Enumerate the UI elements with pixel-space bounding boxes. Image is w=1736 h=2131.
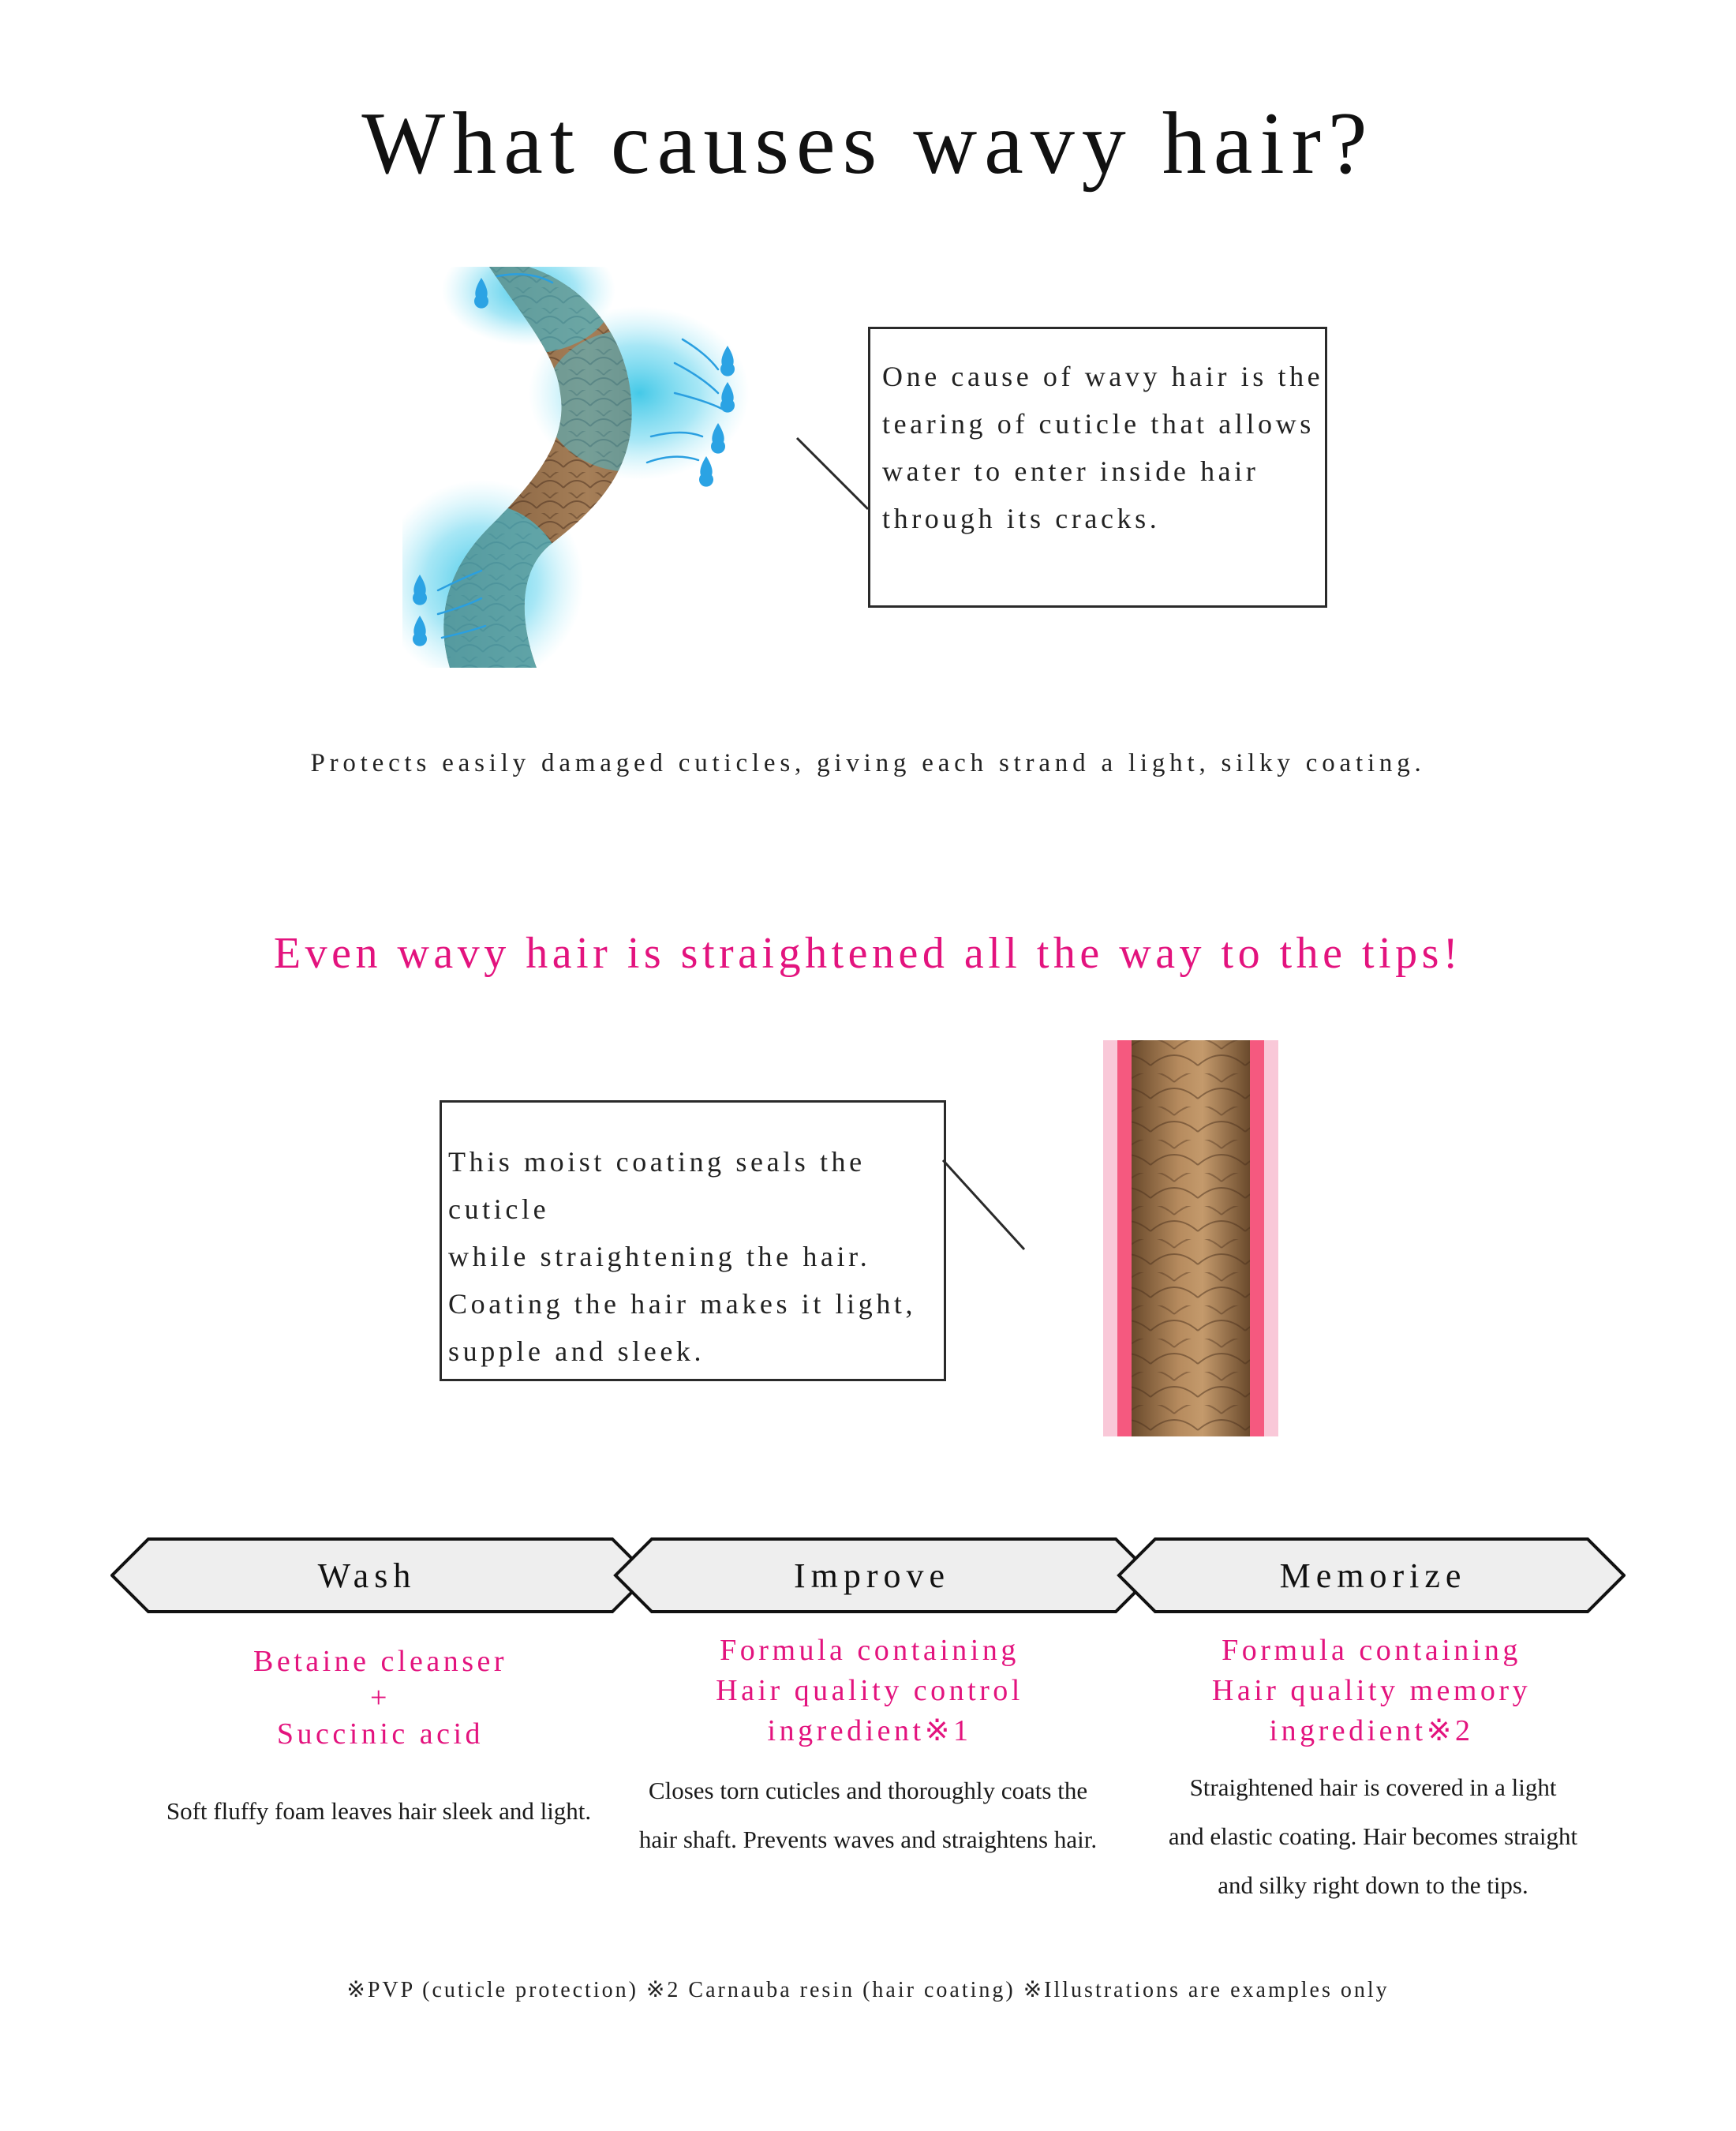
straighten-headline: Even wavy hair is straightened all the way to the tips!: [273, 929, 1463, 978]
step-label-memorize: Memorize: [1279, 1556, 1467, 1595]
protects-caption: Protects easily damaged cuticles, giving each strand a light, silky coating.: [310, 749, 1426, 777]
improve-ingredient: Formula containing Hair quality control ingredient※1: [716, 1634, 1023, 1747]
callout-pointer-line: [793, 434, 872, 513]
cause-callout-box: [868, 327, 1327, 608]
damaged-hair-illustration: [402, 267, 773, 668]
step-label-improve: Improve: [793, 1556, 951, 1595]
memorize-ingredient: Formula containing Hair quality memory ingredient※2: [1211, 1634, 1532, 1747]
wash-ingredient: Betaine cleanser + Succinic acid: [253, 1645, 508, 1751]
wash-description: Soft fluffy foam leaves hair sleek and light.: [166, 1797, 592, 1825]
callout-pointer-line: [939, 1156, 1034, 1255]
footnote: ※PVP (cuticle protection) ※2 Carnauba resin (hair coating) ※Illustrations are examples only: [346, 1978, 1390, 2002]
cause-callout-text: One cause of wavy hair is the tearing of cuticle that allows water to enter inside hair through its cracks.: [882, 361, 1324, 534]
improve-description: Closes torn cuticles and thoroughly coats the hair shaft. Prevents waves and straightens hair.: [638, 1777, 1098, 1853]
memorize-description: Straightened hair is covered in a light and elastic coating. Hair becomes straight and silky right down to the tips.: [1168, 1773, 1578, 1899]
coated-hair-illustration: [1103, 1040, 1278, 1436]
step-label-wash: Wash: [317, 1556, 417, 1595]
page-title: What causes wavy hair?: [361, 95, 1375, 193]
coating-callout-box: [440, 1100, 946, 1381]
coating-callout-text: This moist coating seals the cuticle while straightening the hair. Coating the hair makes it light, supple and sleek.: [448, 1146, 917, 1367]
